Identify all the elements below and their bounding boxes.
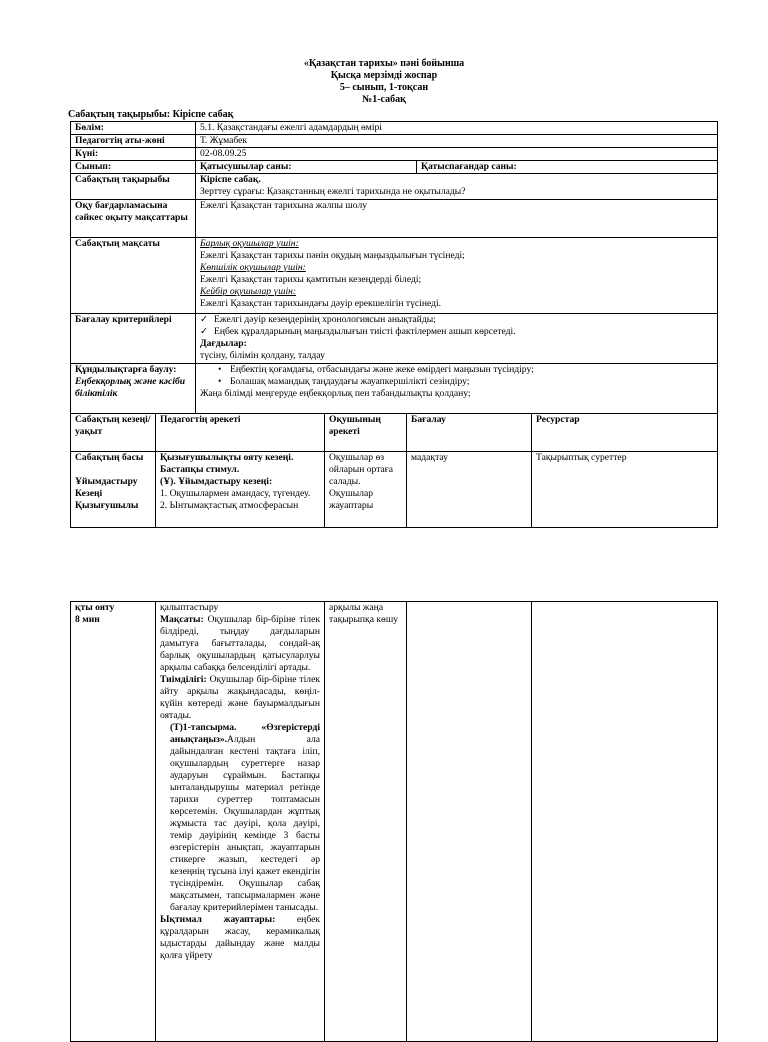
absent-label: Қатыспағандар саны: <box>417 161 718 174</box>
values-item: • Болашақ мамандық таңдаудағы жауапкершілікті сезіндіру; <box>218 376 713 388</box>
skills-label: Дағдылар: <box>200 338 247 349</box>
stage-header: Сабақтың кезеңі/ уақыт <box>71 414 156 452</box>
doc-lesson-number: №1-сабақ <box>362 94 406 105</box>
lesson-plan-table-continued <box>70 601 718 1042</box>
goal-inline-text: Оқушылар бір-біріне тілек білдіреді, тыңдау дағдыларын дамытуға бағытталады, сондай-ақ барлық оқушылардың қатысуларлуы арқылы сабаққа белсенділігі артады. <box>160 614 320 673</box>
objectives-label: Оқу бағдарламасына сәйкес оқыту мақсаттары <box>71 200 196 238</box>
goal-label: Сабақтың мақсаты <box>71 238 196 314</box>
teacher-line-0: қалыптастыру <box>160 602 219 613</box>
date-value: 02-08.09.25 <box>196 148 718 161</box>
goal-some-text: Ежелгі Қазақстан тарихындағы дәуір ерекшелігін түсінеді. <box>200 298 442 309</box>
resources-cell: Тақырыптық суреттер <box>532 452 718 528</box>
stage-cell-continued <box>71 602 156 1042</box>
task-label: (Т)1-тапсырма. «Өзгерістерді анықтаңыз». <box>170 722 320 745</box>
values-item: • Еңбектің қоғамдағы, отбасындағы және жеке өмірдегі маңызын түсіндіру; <box>218 364 713 376</box>
teacher-line-2: 2. Ынтымақтастық атмосферасын <box>160 500 299 511</box>
participants-label: Қатысушылар саны: <box>196 161 417 174</box>
teacher-label: Педагогтің аты-жөні <box>71 135 196 148</box>
student-action-cell: Оқушылар өз ойларын ортаға салады. Оқушылар жауаптары <box>325 452 407 528</box>
research-question: Зерттеу сұрағы: Қазақстанның ежелгі тарихында не оқытылады? <box>200 186 466 197</box>
lesson-plan-table <box>70 413 718 528</box>
criteria-cell <box>196 314 718 364</box>
teacher-title-1: Қызығушылықты ояту кезеңі. <box>160 452 294 463</box>
skills-value: түсіну, білімін қолдану, талдау <box>200 350 325 361</box>
teacher-value: Т. Жұмабек <box>196 135 718 148</box>
values-list <box>200 364 713 388</box>
criteria-list <box>200 314 713 338</box>
answers-label: Ықтимал жауаптары: <box>160 914 276 925</box>
values-label: Құндылықтарға баулу: <box>75 364 177 375</box>
teacher-title-3: (Ұ). Ұйымдастыру кезеңі: <box>160 476 273 487</box>
assessment-header: Бағалау <box>407 414 532 452</box>
goal-some-label: Кейбір оқушылар үшін: <box>200 286 297 297</box>
criteria-label: Бағалау критерийлері <box>71 314 196 364</box>
criteria-item: ✓ Еңбек құралдарының маңыздылығын тиісті фактілермен ашып көрсетеді. <box>200 326 713 338</box>
stage-duration: 8 мин <box>75 614 100 625</box>
doc-class-heading: 5– сынып, 1-тоқсан <box>339 82 429 93</box>
teacher-line-1: 1. Оқушылармен амандасу, түгендеу. <box>160 488 311 499</box>
lesson-topic-line: Сабақтың тақырыбы: Кіріспе сабақ <box>68 109 234 120</box>
values-extra: Жаңа білімді меңгеруде еңбекқорлық пен табандылықты қолдану; <box>200 388 471 399</box>
doc-plan-heading: Қысқа мерзімді жоспар <box>330 70 438 81</box>
values-cell <box>196 364 718 414</box>
teacher-action-cell-continued <box>156 602 325 1042</box>
assessment-cell: мадақтау <box>407 452 532 528</box>
resources-cell-continued <box>532 602 718 1042</box>
teacher-action-cell <box>156 452 325 528</box>
goal-most-label: Көпшілік оқушылар үшін: <box>200 262 306 273</box>
goal-cell <box>196 238 718 314</box>
section-label: Бөлім: <box>71 122 196 135</box>
class-label: Сынып: <box>71 161 196 174</box>
goal-all-label: Барлық оқушылар үшін: <box>200 238 299 249</box>
student-action-cell-continued: арқылы жаңа тақырыпқа көшу <box>325 602 407 1042</box>
lesson-topic-label: Сабақтың тақырыбы <box>71 174 196 200</box>
effect-text: Оқушылар бір-біріне тілек айту арқылы жақындасады, көңіл-күйін көтереді және бауырмалдығын оятады. <box>160 674 320 721</box>
stage-interest: қты ояту <box>75 602 115 613</box>
teacher-action-header: Педагогтің әрекеті <box>156 414 325 452</box>
goal-inline-label: Мақсаты: <box>160 614 204 625</box>
teacher-title-2: Бастапқы стимул. <box>160 464 240 475</box>
lesson-topic-cell <box>196 174 718 200</box>
answers-text: еңбек құралдарын жасау, керамикалық ыдыстарды дайындау және малды қолға үйрету <box>160 914 320 961</box>
criteria-item: ✓ Ежелгі дәуір кезеңдерінің хронологиясын анықтайды; <box>200 314 713 326</box>
values-sub: Еңбекқорлық және кәсіби біліктілік <box>75 376 186 399</box>
lesson-topic-value: Кіріспе сабақ. <box>200 174 261 185</box>
stage-cell <box>71 452 156 528</box>
lesson-info-table <box>70 121 718 414</box>
section-value: 5.1. Қазақстандағы ежелгі адамдардың өмірі <box>196 122 718 135</box>
task-text: Алдын ала дайындалған кестені тақтаға іліп, оқушылардың суреттерге назар аударуын сұраймын. Бастапқы ынталандырушы материал ретінде тарихи суреттер топтамасын көрсетемін. Оқушылардан жұптық жұмыста тас дәуірі, қола дәуірі, темір дәуірінің кемінде 3 басты өзгерістерін анықтап, жауаптарын стикерге жазып, кестедегі әр кезеңнің тұсына ілуі қажет екендігін түсіндіремін. Оқушылар сабақ мақсатымен, тапсырмалармен және бағалау критерийлерімен танысады. <box>170 734 320 913</box>
effect-label: Тиімділігі: <box>160 674 207 685</box>
doc-subject-heading: «Қазақстан тарихы» пәні бойынша <box>303 58 465 69</box>
stage-organization: Ұйымдастыру Кезеңі Қызығушылы <box>75 476 139 511</box>
stage-start: Сабақтың басы <box>75 452 144 463</box>
values-label-cell <box>71 364 196 414</box>
assessment-cell-continued <box>407 602 532 1042</box>
goal-all-text: Ежелгі Қазақстан тарихы пәнін оқудың маңыздылығын түсінеді; <box>200 250 465 261</box>
objectives-value: Ежелгі Қазақстан тарихына жалпы шолу <box>196 200 718 238</box>
student-action-header: Оқушының әрекеті <box>325 414 407 452</box>
resources-header: Ресурстар <box>532 414 718 452</box>
goal-most-text: Ежелгі Қазақстан тарихы қамтитын кезеңдерді біледі; <box>200 274 422 285</box>
date-label: Күні: <box>71 148 196 161</box>
